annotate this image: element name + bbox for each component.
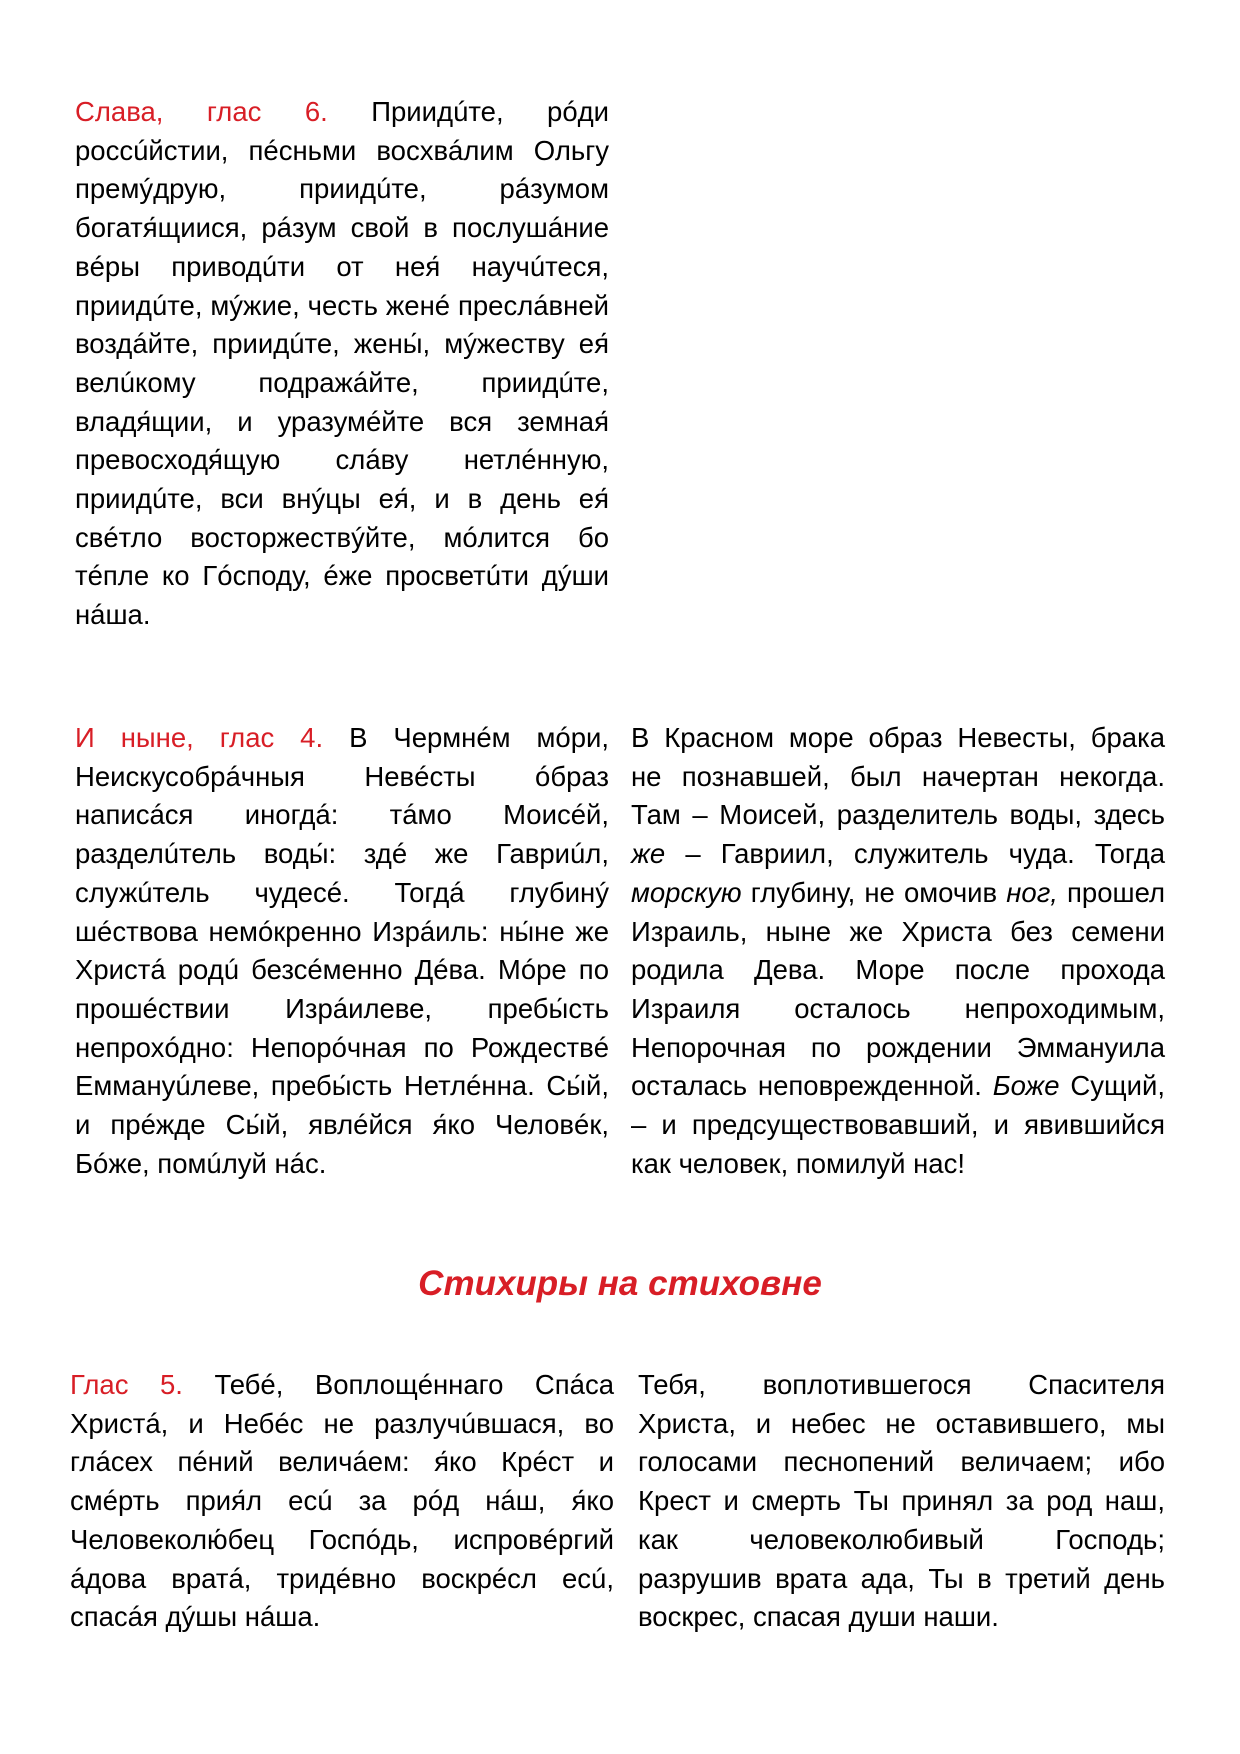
stichera-i-nyne-ru [631, 719, 1165, 1183]
stichera-glas5-cs [70, 1366, 614, 1637]
section-heading: Стихиры на стиховне [418, 1264, 822, 1303]
translation-italic: Боже [992, 1070, 1060, 1102]
translation-text: глубину, не омочив [741, 876, 1007, 908]
hymn-text: В Чермнéм мóри, Неискусобрáчныя Невéсты óбраз написáся иногдá: тáмо Моисéй, разделúтель воды́: здé же Гавриúл, служúтель чудесé. Тогдá глубинý шéствова немóкренно Изрáиль: ны́не же Христá родú безсéменно Дéва. Мóре по прошéствии Изрáилеве, пребы́сть непрохóдно: Непорóчная по Рождествé Еммануúлеве, пребы́сть Нетлéнна. Сы́й, и прéжде Сы́й, явлéйся я́ко Человéк, Бóже, помúлуй нáс. [75, 722, 610, 1179]
translation-text: Тебя, воплотившегося Спасителя Христа, и небес не оставившего, мы голосами песнопений величаем; ибо Крест и смерть Ты принял за род наш, как человеколюбивый Господь; разрушив врата ада, Ты в третий день воскрес, спасая души наши. [638, 1369, 1165, 1633]
translation-italic: ног, [1006, 876, 1058, 908]
stichera-glas5-ru [638, 1366, 1165, 1637]
translation-italic: морскую [631, 876, 742, 908]
translation-italic: же [631, 838, 666, 870]
hymn-text: Тебé, Воплощéннаго Спáса Христá, и Небéс не разлучúвшася, во глáсех пéний величáем: я́ко Крéст и смéрть прия́л есú за рóд нáш, я́ко Человеколю́бец Госпóдь, испровéргий áдова вратá, тридéвно воскрéсл есú, спасáя дýшы нáша. [70, 1369, 614, 1633]
stichera-i-nyne-cs [75, 719, 609, 1183]
translation-text: – Гавриил, служитель чуда. Тогда [665, 838, 1165, 870]
translation-text: В Красном море образ Невесты, брака не познавшей, был начертан некогда. Там – Моисей, разделитель воды, здесь [631, 722, 1165, 831]
translation-text: прошел Израиль, ныне же Христа без семени родила Дева. Море после прохода Израиля осталось непроходимым, Непорочная по рождении Эммануила осталась неповрежденной. [631, 876, 1166, 1102]
translation-text: Сущий, – и предсуществовавший, и явившийся как человек, помилуй нас! [631, 1070, 1165, 1179]
rubric-label: Слава, глас 6. [75, 96, 328, 127]
rubric-label: Глас 5. [70, 1369, 183, 1400]
stichera-slava-cs [75, 93, 609, 635]
hymn-text: Приидúте, рóди россúйстии, пéсньми восхвáлим Ольгу премýдрую, приидúте, рáзумом богатя́щиися, рáзум свой в послушáние вéры приводúти от нея́ научúтеся, приидúте, мýжие, честь женé преслáвней воздáйте, приидúте, жены́, мýжеству ея́ велúкому подражáйте, приидúте, владя́щии, и уразумéйте вся земная́ превосходя́щую слáву нетлéнную, приидúте, вси внýцы ея́, и в день ея́ свéтло восторжествýйте, мóлится бо тéпле ко Гóсподу, éже просветúти дýши нáша. [75, 96, 610, 631]
rubric-label: И ныне, глас 4. [75, 722, 324, 753]
